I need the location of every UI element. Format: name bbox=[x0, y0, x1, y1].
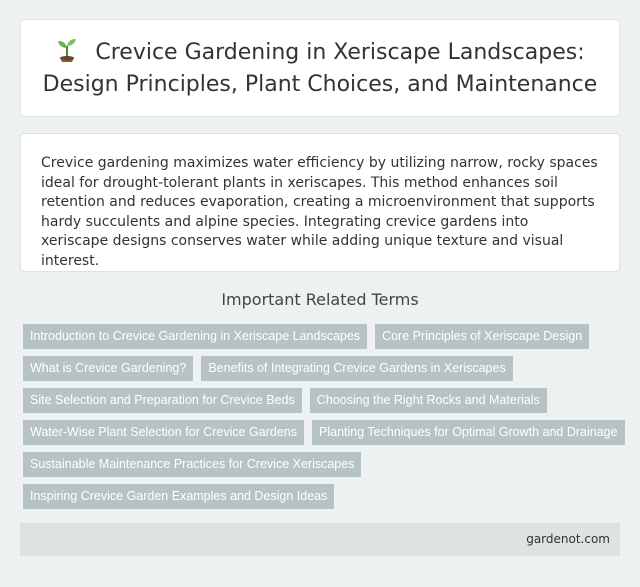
tag-row bbox=[23, 452, 623, 484]
summary-card bbox=[20, 133, 620, 272]
seedling-icon bbox=[55, 36, 79, 62]
related-term-tag[interactable]: Core Principles of Xeriscape Design bbox=[375, 324, 589, 349]
footer-site-link[interactable]: gardenot.com bbox=[526, 532, 610, 546]
title-card bbox=[20, 19, 620, 117]
related-terms-list bbox=[23, 324, 623, 516]
tag-row bbox=[23, 356, 623, 388]
tag-row bbox=[23, 484, 623, 516]
related-term-tag[interactable]: Sustainable Maintenance Practices for Crevice Xeriscapes bbox=[23, 452, 361, 477]
related-term-tag[interactable]: Planting Techniques for Optimal Growth and Drainage bbox=[312, 420, 625, 445]
related-term-tag[interactable]: Choosing the Right Rocks and Materials bbox=[310, 388, 547, 413]
tag-row bbox=[23, 420, 623, 452]
related-term-tag[interactable]: What is Crevice Gardening? bbox=[23, 356, 193, 381]
title-line-1: Crevice Gardening in Xeriscape Landscapes: bbox=[95, 39, 585, 65]
summary-text: Crevice gardening maximizes water efficiency by utilizing narrow, rocky spaces ideal for drought-tolerant plants in xeriscapes. This method enhances soil retention and reduces evaporation, creating a microenvironment that supports hardy succulents and alpine species. Integrating crevice gardens into xeriscape designs conserves water while adding unique texture and visual interest. bbox=[41, 155, 598, 269]
footer bbox=[20, 523, 620, 556]
related-term-tag[interactable]: Site Selection and Preparation for Crevice Beds bbox=[23, 388, 302, 413]
related-term-tag[interactable]: Inspiring Crevice Garden Examples and Design Ideas bbox=[23, 484, 334, 509]
related-term-tag[interactable]: Introduction to Crevice Gardening in Xeriscape Landscapes bbox=[23, 324, 367, 349]
title-line-2: Design Principles, Plant Choices, and Maintenance bbox=[42, 71, 598, 97]
related-term-tag[interactable]: Water-Wise Plant Selection for Crevice Gardens bbox=[23, 420, 304, 445]
page-title bbox=[55, 36, 584, 69]
related-terms-heading: Important Related Terms bbox=[221, 290, 419, 309]
tag-row bbox=[23, 324, 623, 356]
related-term-tag[interactable]: Benefits of Integrating Crevice Gardens in Xeriscapes bbox=[201, 356, 512, 381]
tag-row bbox=[23, 388, 623, 420]
